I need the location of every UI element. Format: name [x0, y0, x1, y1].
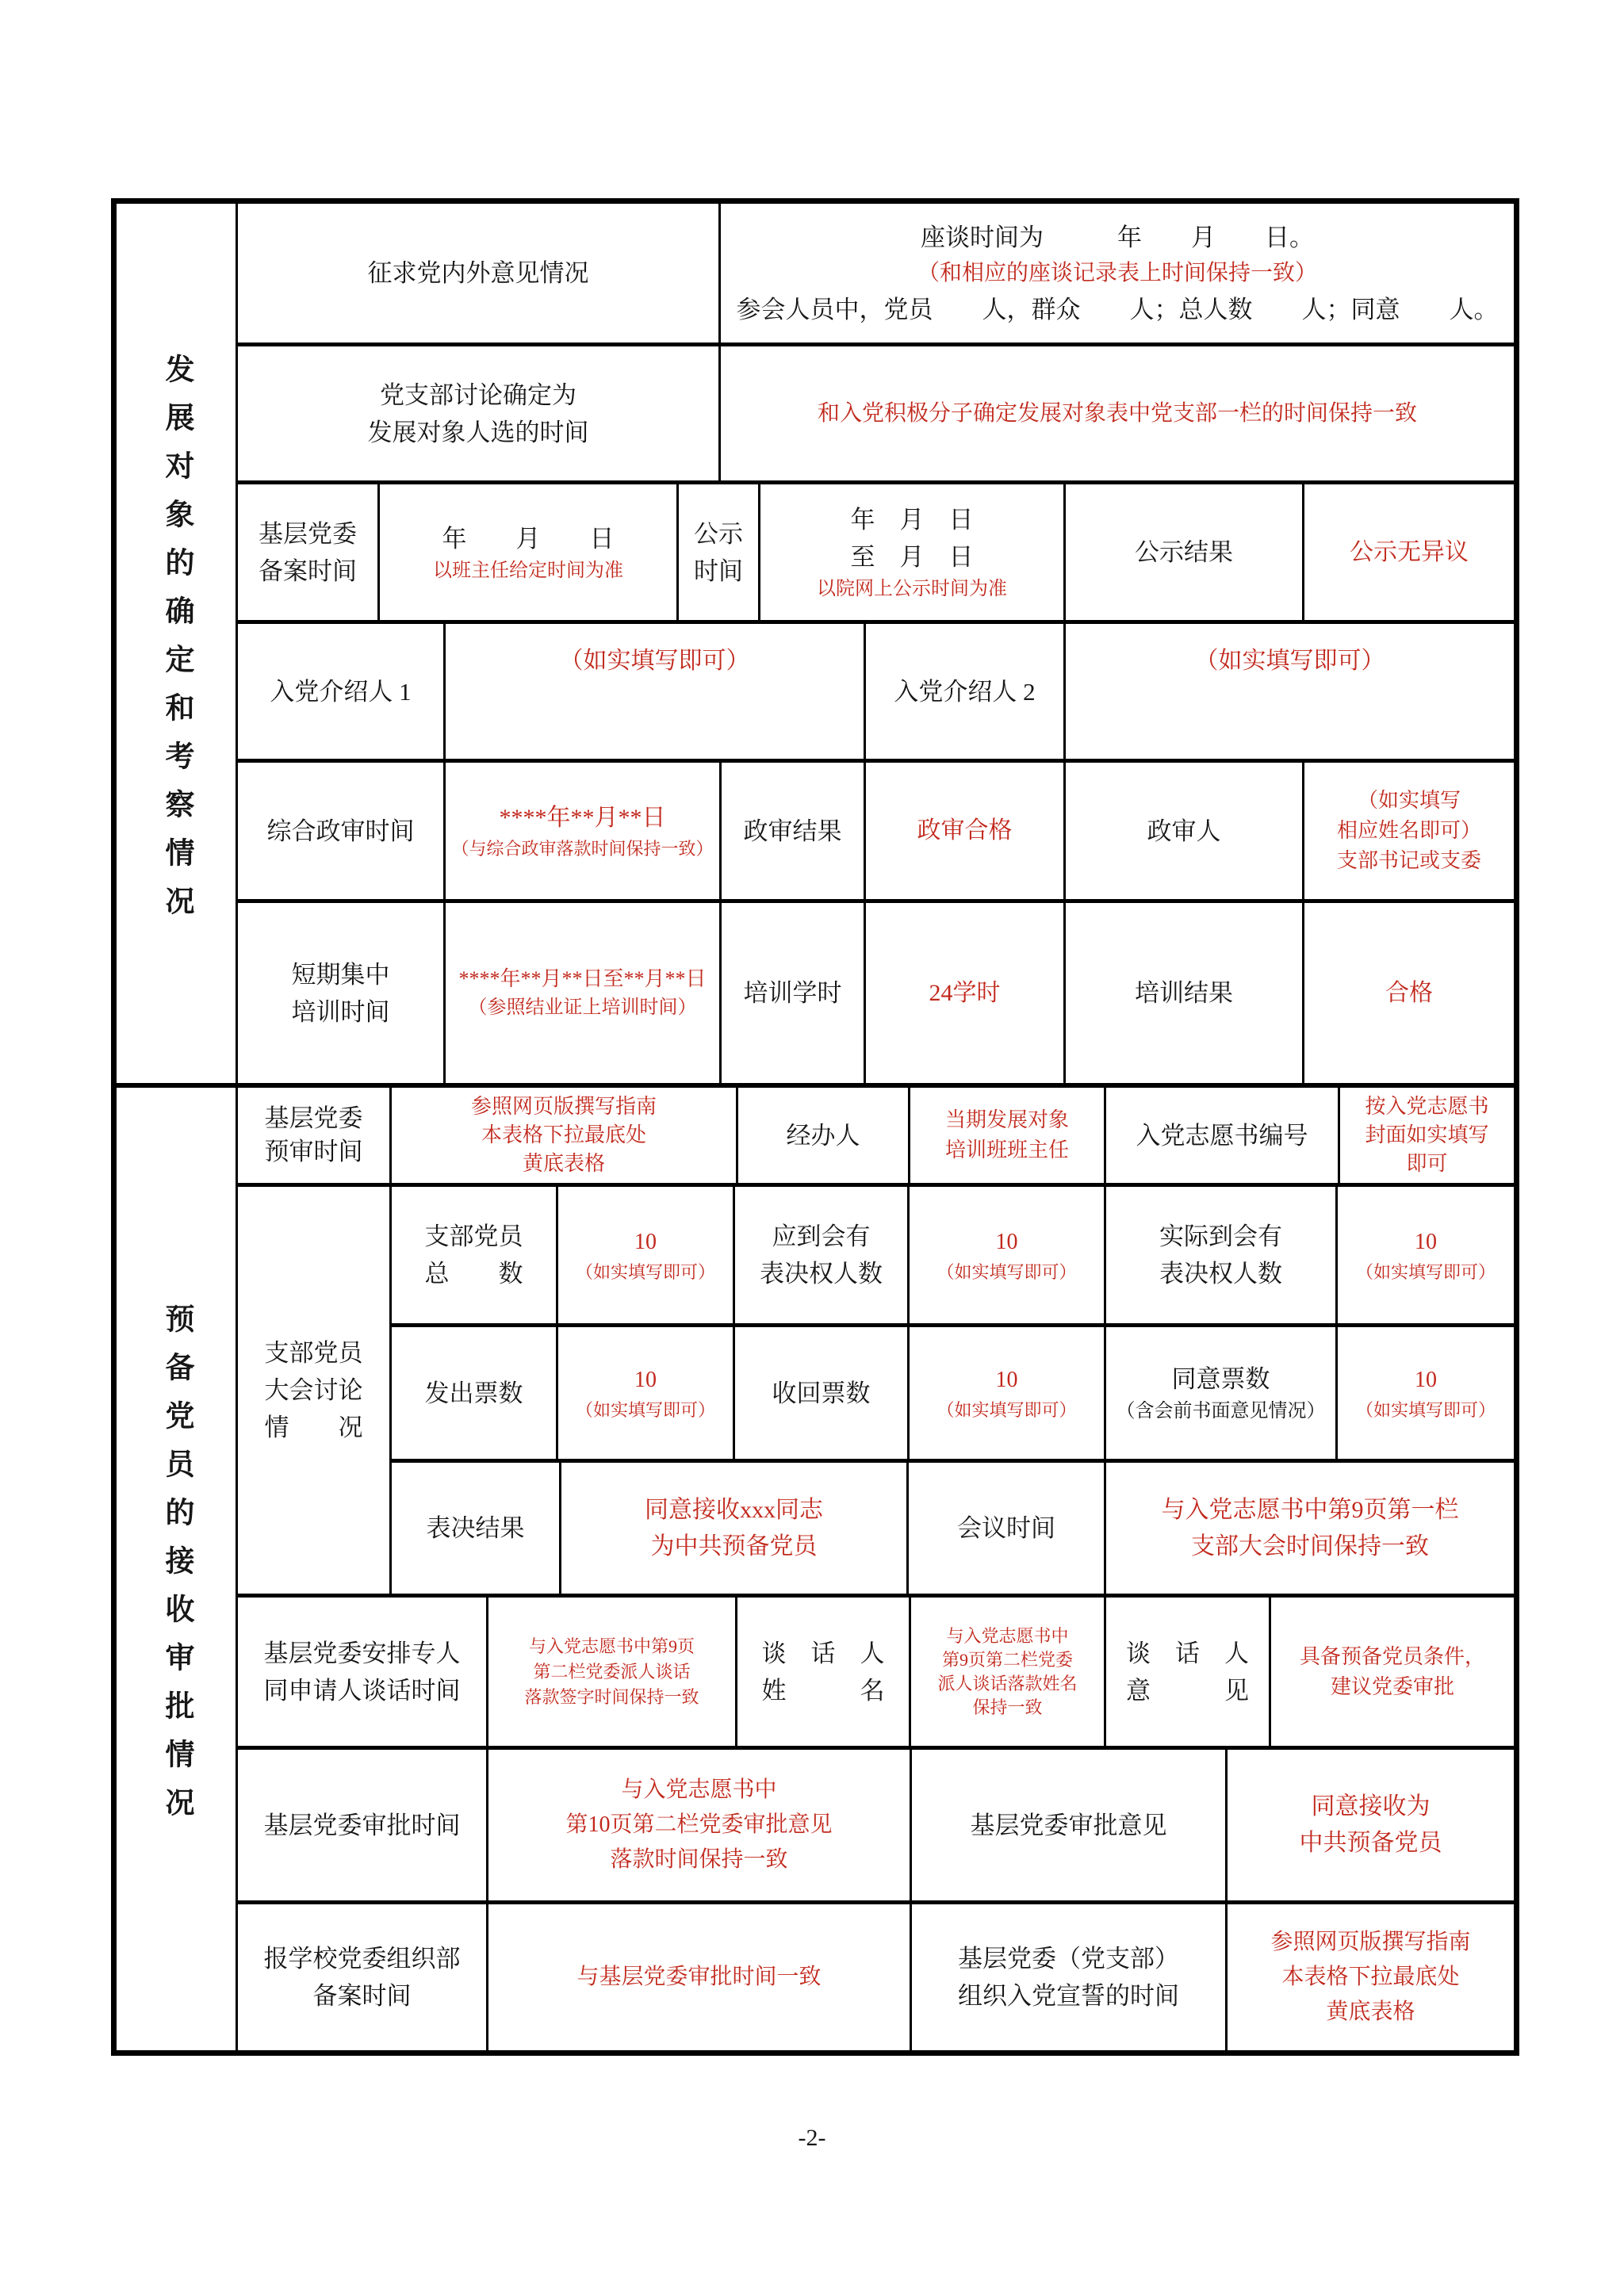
publicity-period-line1: 年 月 日 — [850, 506, 974, 534]
actual-voters-label-line2: 表决权人数 — [1159, 1260, 1282, 1288]
approval-time-label: 基层党委审批时间 — [238, 1750, 488, 1900]
agree-votes-label-cell — [1106, 1327, 1338, 1459]
political-review-time-label: 综合政审时间 — [238, 763, 446, 899]
talker-opinion-value-line2: 建议党委审批 — [1330, 1674, 1454, 1698]
section2-rows — [238, 1088, 1514, 2050]
introducer1-value: （如实填写即可） — [446, 624, 866, 759]
handler-label: 经办人 — [738, 1088, 910, 1183]
row-seek-opinions — [238, 204, 1514, 346]
training-date-cell — [446, 903, 722, 1083]
talker-opinion-label — [1106, 1598, 1271, 1746]
reviewer-note-line1: （如实填写 — [1357, 789, 1461, 812]
attendee-counts-line: 参会人员中，党员 人，群众 人；总人数 人；同意 人。 — [736, 295, 1499, 323]
total-members-label — [392, 1187, 558, 1323]
university-filing-label-line1: 报学校党委组织部 — [263, 1945, 461, 1973]
pre-review-note-line2: 本表格下拉最底处 — [481, 1123, 646, 1146]
reviewer-label: 政审人 — [1066, 763, 1304, 899]
approval-opinion-value-cell — [1228, 1750, 1514, 1900]
agree-votes-label: 同意票数 — [1171, 1365, 1270, 1393]
committee-filing-date: 年 月 日 — [442, 524, 615, 553]
oath-time-label-line2: 组织入党宣誓的时间 — [958, 1982, 1179, 2010]
actual-voters-value-cell — [1338, 1187, 1514, 1323]
ballots-returned-label: 收回票数 — [735, 1327, 910, 1459]
seek-opinions-content — [721, 204, 1514, 342]
meeting-time-note-line2: 支部大会时间保持一致 — [1191, 1533, 1429, 1559]
section1-vertical-title: 发展对象的确定和考察情况 — [117, 204, 238, 1083]
seek-opinions-label: 征求党内外意见情况 — [238, 204, 721, 342]
publicity-time-label-line2: 时间 — [694, 557, 743, 585]
expected-voters-fill-note: （如实填写即可） — [936, 1262, 1077, 1282]
talker-name-note-line2: 第9页第二栏党委 — [941, 1649, 1073, 1670]
training-time-label-line2: 培训时间 — [291, 997, 390, 1026]
oath-time-note-cell — [1228, 1904, 1514, 2050]
handler-value-cell — [910, 1088, 1106, 1183]
approval-time-note-line2: 第10页第二栏党委审批意见 — [565, 1812, 833, 1837]
ballots-returned-value-cell — [910, 1327, 1106, 1459]
pre-review-label-line1: 基层党委 — [264, 1104, 363, 1132]
handler-value-line2: 培训班班主任 — [944, 1138, 1069, 1161]
approval-opinion-label: 基层党委审批意见 — [912, 1750, 1228, 1900]
approval-time-note-line3: 落款时间保持一致 — [610, 1847, 788, 1872]
ballots-returned-fill-note: （如实填写即可） — [936, 1400, 1077, 1420]
row-member-counts — [392, 1187, 1514, 1327]
volunteer-book-number-label: 入党志愿书编号 — [1106, 1088, 1340, 1183]
talker-name-note-line4: 保持一致 — [972, 1697, 1043, 1717]
university-filing-label — [238, 1904, 488, 2050]
publicity-period-note: 以院网上公示时间为准 — [817, 579, 1007, 599]
vote-result-value-line1: 同意接收xxx同志 — [645, 1496, 823, 1523]
actual-voters-value: 10 — [1415, 1230, 1437, 1254]
talker-name-note-line3: 派人谈话落款姓名 — [937, 1673, 1078, 1693]
agree-votes-fill-note: （如实填写即可） — [1355, 1400, 1496, 1420]
publicity-period-cell — [760, 484, 1066, 620]
oath-time-label — [912, 1904, 1228, 2050]
oath-time-note-line1: 参照网页版撰写指南 — [1270, 1930, 1471, 1954]
committee-filing-label-line2: 备案时间 — [259, 557, 357, 585]
committee-filing-date-note: 以班主任给定时间为准 — [433, 560, 623, 581]
development-record-table — [111, 198, 1519, 2056]
agree-votes-value: 10 — [1415, 1368, 1437, 1392]
pre-review-note-line3: 黄底表格 — [522, 1152, 605, 1175]
row-vote-result — [392, 1463, 1514, 1594]
oath-time-label-line1: 基层党委（党支部） — [958, 1945, 1179, 1973]
talker-name-note-cell — [911, 1598, 1106, 1746]
section-development-target — [117, 204, 1514, 1088]
actual-voters-fill-note: （如实填写即可） — [1355, 1262, 1496, 1282]
expected-voters-value: 10 — [995, 1230, 1018, 1254]
vote-result-value-line2: 为中共预备党员 — [650, 1533, 818, 1559]
talker-opinion-value-line1: 具备预备党员条件， — [1299, 1644, 1485, 1668]
introducer2-value: （如实填写即可） — [1194, 648, 1385, 674]
pre-review-time-label — [238, 1088, 392, 1183]
talker-name-label-line1: 谈 话 人 — [761, 1639, 885, 1667]
total-members-label-line1: 支部党员 — [424, 1223, 523, 1250]
university-filing-note-cell — [488, 1904, 912, 2050]
introducer2-label: 入党介绍人 2 — [866, 624, 1066, 759]
total-members-value-cell — [558, 1187, 735, 1323]
branch-meeting-group-label — [238, 1187, 392, 1594]
expected-voters-label-line2: 表决权人数 — [760, 1260, 883, 1288]
training-time-label — [238, 903, 446, 1083]
vote-result-label: 表决结果 — [392, 1463, 561, 1594]
section1-rows — [238, 204, 1514, 1083]
ballots-issued-value-cell — [558, 1327, 735, 1459]
publicity-result-value: 公示无异议 — [1350, 538, 1469, 565]
training-date: ****年**月**日至**月**日 — [458, 967, 707, 990]
training-time-label-line1: 短期集中 — [291, 960, 390, 989]
ballots-returned-value: 10 — [995, 1368, 1018, 1392]
ballots-issued-value: 10 — [634, 1368, 657, 1392]
pre-review-note-cell — [392, 1088, 738, 1183]
row-political-review — [238, 763, 1514, 903]
expected-voters-label — [735, 1187, 910, 1323]
committee-filing-label-line1: 基层党委 — [259, 519, 357, 548]
training-hours-label: 培训学时 — [722, 903, 866, 1083]
talk-time-label-line2: 同申请人谈话时间 — [263, 1676, 461, 1705]
page-number: -2- — [798, 2125, 826, 2151]
branch-discussion-label-line1: 党支部讨论确定为 — [380, 381, 576, 409]
symposium-time-line: 座谈时间为 年 月 日。 — [921, 223, 1314, 251]
review-result-label: 政审结果 — [722, 763, 866, 899]
vote-result-value-cell — [561, 1463, 909, 1594]
training-date-note: （参照结业证上培训时间） — [468, 997, 697, 1018]
total-members-value: 10 — [634, 1230, 657, 1254]
talk-time-label — [238, 1598, 488, 1746]
political-review-date-note: （与综合政审落款时间保持一致） — [451, 839, 714, 859]
talker-opinion-label-line1: 谈 话 人 — [1126, 1639, 1249, 1667]
ballots-issued-fill-note: （如实填写即可） — [575, 1400, 715, 1420]
actual-voters-label-line1: 实际到会有 — [1159, 1223, 1282, 1250]
ballots-issued-label: 发出票数 — [392, 1327, 558, 1459]
branch-meeting-subrows — [392, 1187, 1514, 1594]
talk-time-note-line3: 落款签字时间保持一致 — [524, 1686, 699, 1707]
agree-votes-value-cell — [1338, 1327, 1514, 1459]
section2-vertical-title: 预备党员的接收审批情况 — [117, 1088, 238, 2050]
branch-discussion-note-cell — [721, 346, 1514, 480]
volunteer-book-number-note — [1340, 1088, 1514, 1183]
handler-value-line1: 当期发展对象 — [944, 1108, 1069, 1131]
pre-review-label-line2: 预审时间 — [264, 1138, 363, 1165]
row-ballots — [392, 1327, 1514, 1463]
pre-review-note-line1: 参照网页版撰写指南 — [470, 1095, 657, 1118]
actual-voters-label — [1106, 1187, 1338, 1323]
meeting-time-note-cell — [1106, 1463, 1514, 1594]
row-committee-filing — [238, 484, 1514, 624]
talk-time-label-line1: 基层党委安排专人 — [263, 1639, 461, 1667]
row-training — [238, 903, 1514, 1083]
political-review-date-cell — [446, 763, 722, 899]
review-result-value: 政审合格 — [866, 763, 1066, 899]
approval-opinion-value-line2: 中共预备党员 — [1299, 1830, 1442, 1856]
row-introducers — [238, 624, 1514, 763]
expected-voters-label-line1: 应到会有 — [772, 1223, 871, 1250]
volunteer-note-line3: 即可 — [1406, 1152, 1448, 1175]
branch-meeting-label-line2: 大会讨论 — [264, 1376, 363, 1404]
reviewer-note-cell — [1304, 763, 1514, 899]
committee-filing-date-cell — [380, 484, 679, 620]
talk-time-note-cell — [488, 1598, 737, 1746]
branch-meeting-label-line3: 情 况 — [264, 1414, 363, 1441]
branch-discussion-note: 和入党积极分子确定发展对象表中党支部一栏的时间保持一致 — [817, 400, 1417, 426]
talker-opinion-value-cell — [1271, 1598, 1514, 1746]
reviewer-note-line3: 支部书记或支委 — [1336, 849, 1481, 872]
introducer1-label: 入党介绍人 1 — [238, 624, 446, 759]
meeting-time-label: 会议时间 — [909, 1463, 1106, 1594]
publicity-period-line2: 至 月 日 — [850, 543, 974, 571]
university-filing-label-line2: 备案时间 — [312, 1982, 412, 2010]
talk-time-note-line2: 第二栏党委派人谈话 — [533, 1661, 691, 1682]
branch-meeting-label-line1: 支部党员 — [264, 1339, 363, 1367]
training-hours-value: 24学时 — [866, 903, 1066, 1083]
meeting-time-note-line1: 与入党志愿书中第9页第一栏 — [1161, 1496, 1459, 1523]
university-filing-note: 与基层党委审批时间一致 — [576, 1965, 822, 1989]
total-members-label-line2: 总 数 — [424, 1260, 523, 1288]
expected-voters-value-cell — [910, 1187, 1106, 1323]
approval-time-note-line1: 与入党志愿书中 — [621, 1777, 777, 1802]
row-committee-approval — [238, 1750, 1514, 1904]
talker-name-note-line1: 与入党志愿书中 — [946, 1625, 1069, 1646]
committee-filing-label — [238, 484, 380, 620]
talker-name-label — [737, 1598, 911, 1746]
political-review-date: ****年**月**日 — [499, 805, 666, 831]
branch-discussion-label-line2: 发展对象人选的时间 — [367, 418, 589, 446]
approval-time-note-cell — [488, 1750, 912, 1900]
branch-discussion-label — [238, 346, 721, 480]
symposium-time-note: （和相应的座谈记录表上时间保持一致） — [917, 260, 1317, 285]
volunteer-note-line1: 按入党志愿书 — [1365, 1095, 1489, 1118]
volunteer-note-line2: 封面如实填写 — [1365, 1123, 1489, 1146]
publicity-result-label: 公示结果 — [1066, 484, 1304, 620]
reviewer-note-line2: 相应姓名即可） — [1336, 819, 1481, 842]
row-committee-talk — [238, 1598, 1514, 1750]
oath-time-note-line3: 黄底表格 — [1326, 1999, 1415, 2024]
publicity-time-label — [679, 484, 760, 620]
talker-name-label-line2: 姓 名 — [761, 1676, 885, 1705]
talk-time-note-line1: 与入党志愿书中第9页 — [528, 1636, 695, 1656]
approval-opinion-value-line1: 同意接收为 — [1311, 1793, 1431, 1820]
publicity-time-label-line1: 公示 — [694, 519, 743, 548]
oath-time-note-line2: 本表格下拉最底处 — [1281, 1965, 1460, 1989]
agree-votes-label-note: （含会前书面意见情况） — [1116, 1401, 1326, 1422]
row-group-branch-meeting — [238, 1187, 1514, 1598]
talker-opinion-label-line2: 意 见 — [1126, 1676, 1249, 1705]
row-branch-discussion — [238, 346, 1514, 484]
section-probationary-approval — [117, 1088, 1514, 2050]
total-members-fill-note: （如实填写即可） — [575, 1262, 715, 1282]
training-result-label: 培训结果 — [1066, 903, 1304, 1083]
row-pre-review — [238, 1088, 1514, 1187]
training-result-value: 合格 — [1385, 979, 1433, 1006]
row-university-filing — [238, 1904, 1514, 2050]
